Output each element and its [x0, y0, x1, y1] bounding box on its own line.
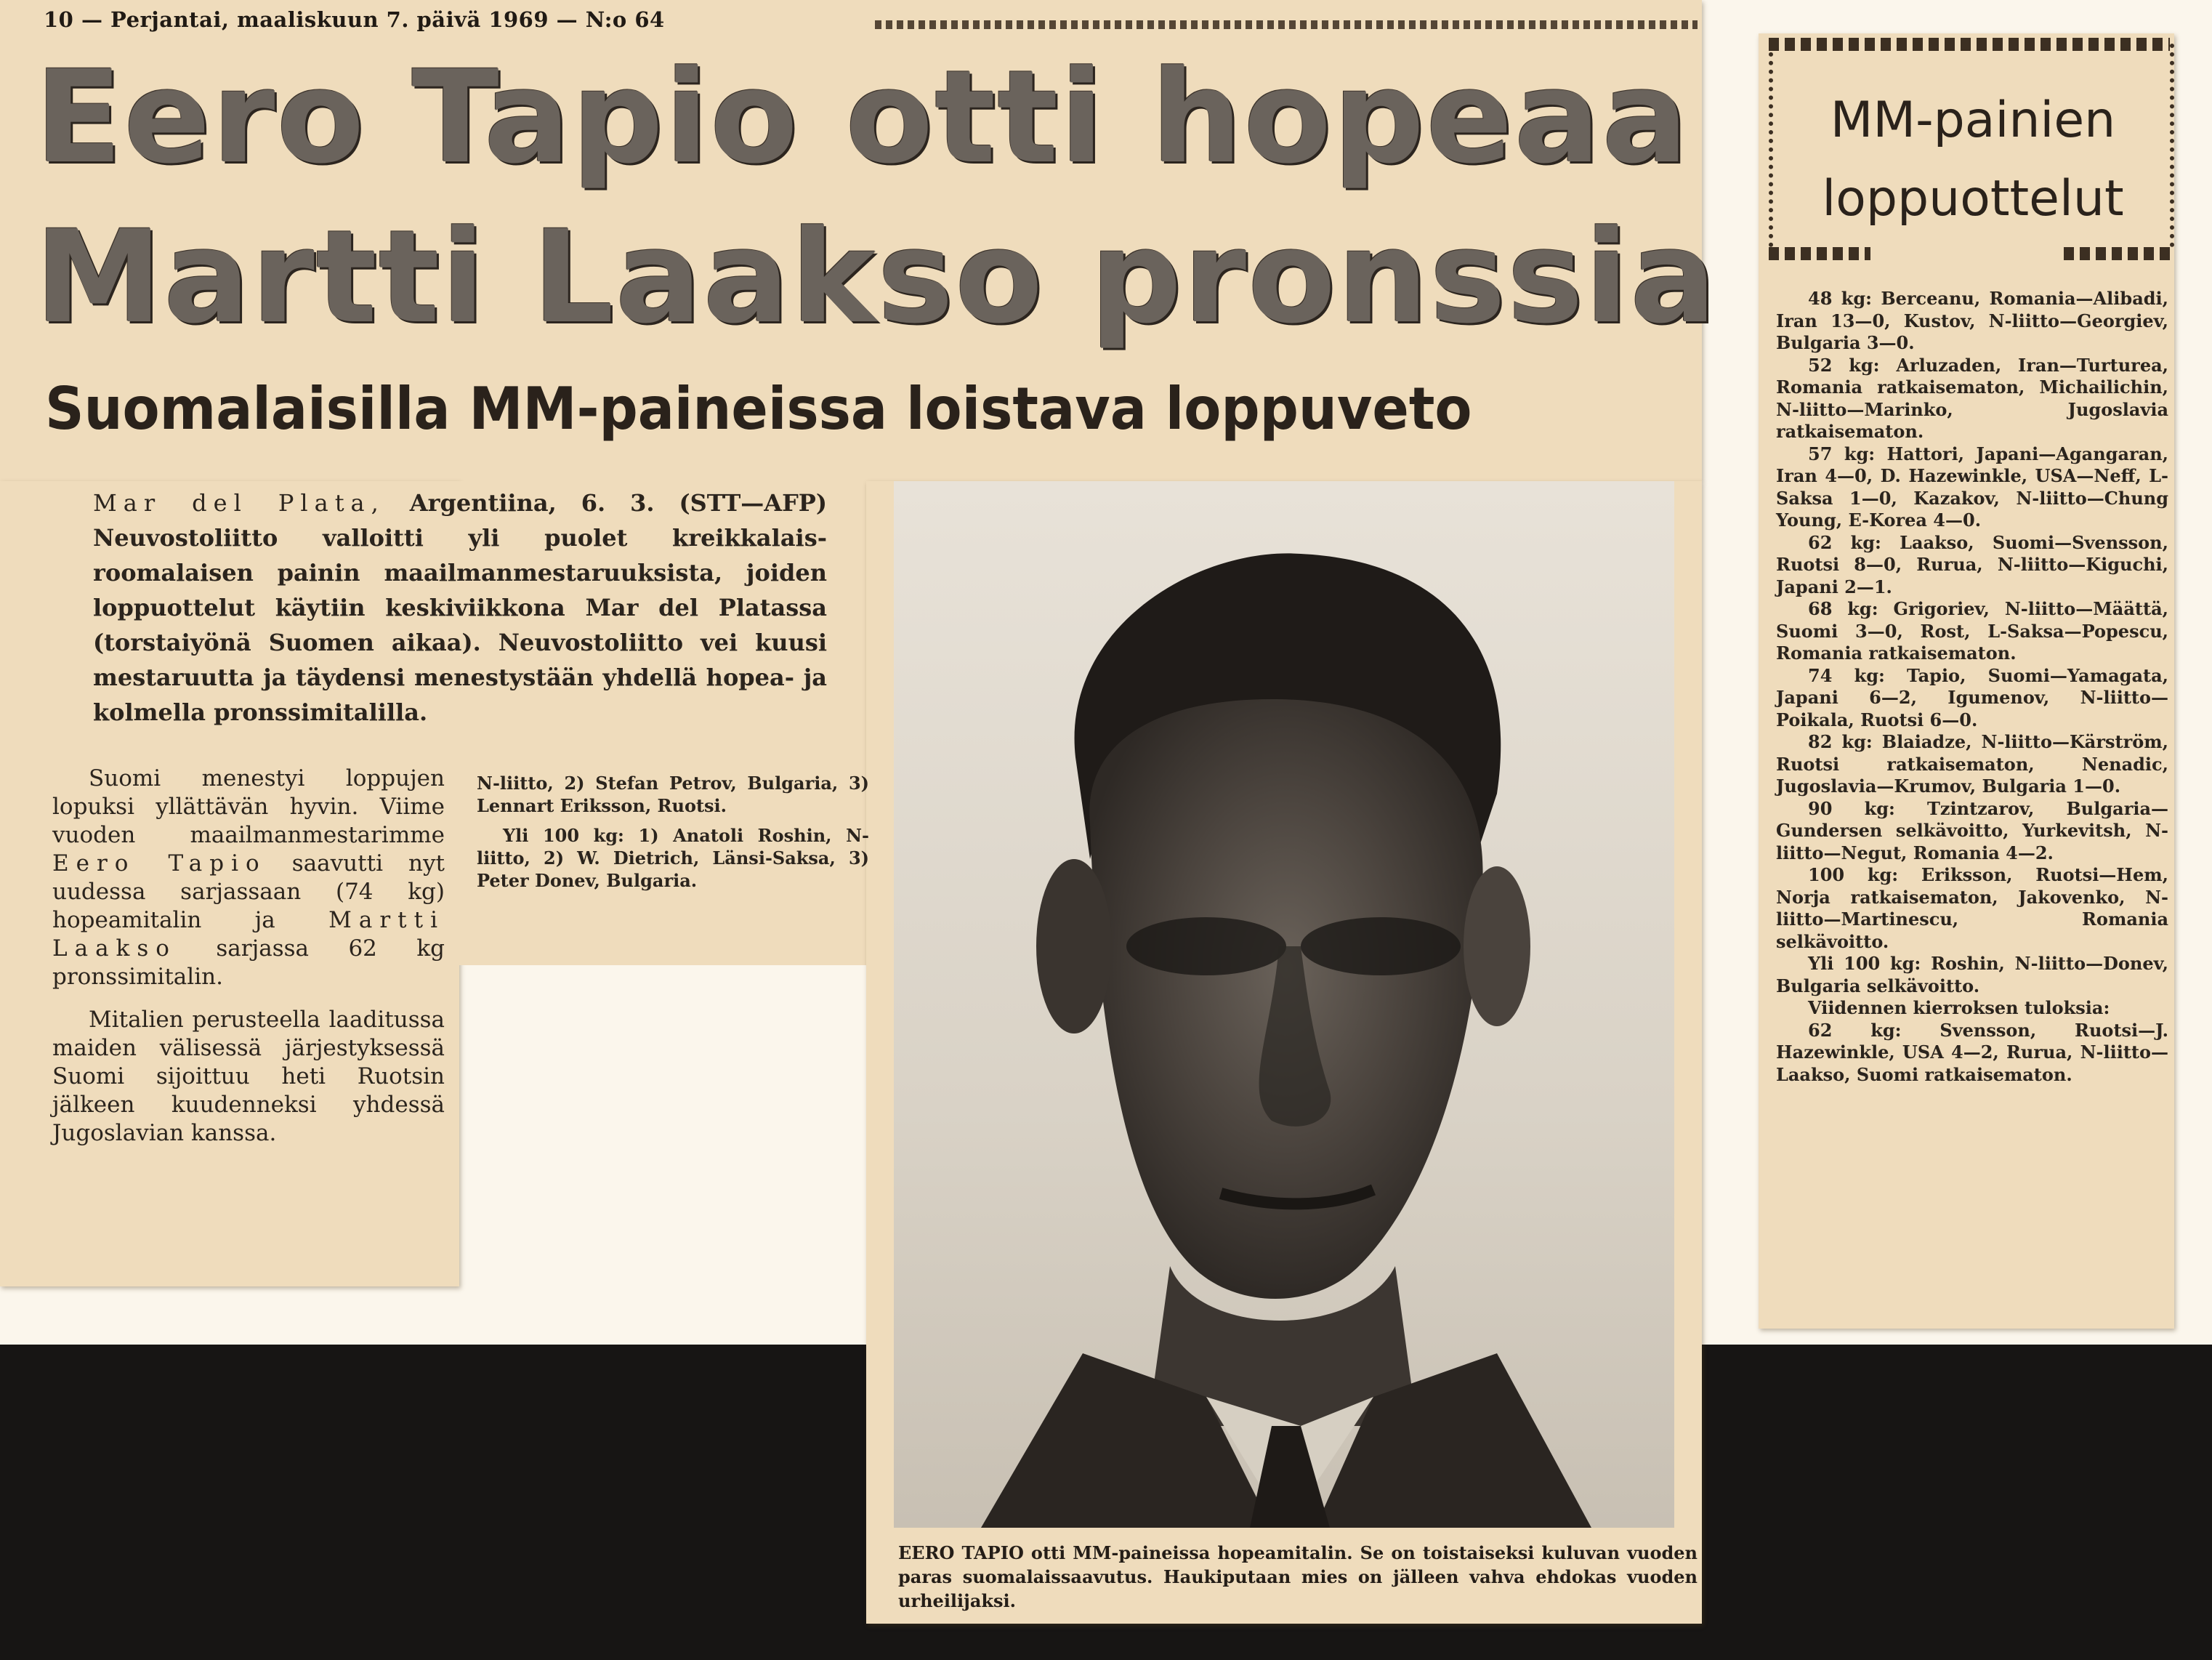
headline-line-1: Eero Tapio otti hopeaa	[35, 43, 1690, 192]
results-title-line-1: MM-painien	[1830, 92, 2116, 149]
result-entry: 74 kg: Tapio, Suomi—Yamagata, Japani 6—2, Igumenov, N-liitto—Poikala, Ruotsi 6—0.	[1776, 664, 2168, 730]
lead-place: Mar del Plata,	[93, 489, 385, 517]
subheadline: Suomalaisilla MM-paineissa loistava loppuveto	[45, 375, 1472, 443]
result-entry: 100 kg: Eriksson, Ruotsi—Hem, Norja ratkaisematon, Jakovenko, N-liitto—Martinescu, Romania selkävoitto.	[1776, 864, 2168, 952]
result-entry: 90 kg: Tzintzarov, Bulgaria—Gundersen selkävoitto, Yurkevitsh, N-liitto—Negut, Romania 4—2.	[1776, 797, 2168, 863]
portrait-illustration	[894, 481, 1674, 1528]
article-body	[52, 765, 445, 1162]
name-eero-tapio: Eero Tapio	[52, 850, 267, 877]
result-entry: 62 kg: Svensson, Ruotsi—J. Hazewinkle, USA 4—2, Rurua, N-liitto—Laakso, Suomi ratkaisematon.	[1776, 1019, 2168, 1085]
body-text: sarjassa 62 kg pronssimitalin.	[52, 935, 445, 990]
dateline: 10 — Perjantai, maaliskuun 7. päivä 1969 — N:o 64	[44, 7, 665, 32]
results-list	[1776, 288, 2168, 1086]
result-entry: 82 kg: Blaiadze, N-liitto—Kärström, Ruotsi ratkaisematon, Nenadic, Jugoslavia—Krumov, Bulgaria 1—0.	[1776, 731, 2168, 797]
name-martti-laakso: Martti Laakso	[52, 907, 445, 962]
body-paragraph-1	[52, 765, 445, 991]
body-text: saavutti nyt uudessa sarjassaan (74 kg) hopeamitalin ja	[52, 850, 445, 933]
article-results-snippet	[477, 772, 869, 899]
decorative-border-bottom-left	[1769, 247, 1870, 260]
result-subheading: Viidennen kierroksen tuloksia:	[1808, 997, 2110, 1018]
result-entry: 68 kg: Grigoriev, N-liitto—Määttä, Suomi 3—0, Rost, L-Saksa—Popescu, Romania ratkaisematon.	[1776, 598, 2168, 664]
mid-paragraph-1: N-liitto, 2) Stefan Petrov, Bulgaria, 3) Lennart Eriksson, Ruotsi.	[477, 773, 869, 816]
photo-caption: EERO TAPIO otti MM-paineissa hopeamitalin. Se on toistaiseksi kuluvan vuoden paras suomalaissaavutus. Haukiputaan mies on jälleen vahva ehdokas vuoden urheilijaksi.	[898, 1542, 1698, 1611]
body-text: Suomi menestyi loppujen lopuksi yllättävän hyvin. Viime vuoden maailmanmestarimme	[52, 765, 445, 848]
results-title	[1795, 81, 2151, 238]
result-entry: 48 kg: Berceanu, Romania—Alibadi, Iran 13—0, Kustov, N-liitto—Georgiev, Bulgaria 3—0.	[1776, 288, 2168, 353]
decorative-rule	[875, 20, 1698, 29]
body-paragraph-2: Mitalien perusteella laaditussa maiden välisessä järjestyksessä Suomi sijoittuu heti Ruotsin jälkeen kuudenneksi yhdessä Jugoslavian kanssa.	[52, 1007, 445, 1146]
headline-line-2: Martti Laakso pronssia	[35, 203, 1718, 352]
decorative-border-bottom-right	[2064, 247, 2170, 260]
result-entry: 52 kg: Arluzaden, Iran—Turturea, Romania ratkaisematon, Michailichin, N-liitto—Marinko, Jugoslavia ratkaisematon.	[1776, 354, 2168, 442]
result-entry: Yli 100 kg: Roshin, N-liitto—Donev, Bulgaria selkävoitto.	[1776, 953, 2168, 996]
result-entry: 57 kg: Hattori, Japani—Agangaran, Iran 4—0, D. Hazewinkle, USA—Neff, L-Saksa 1—0, Kazakov, N-liitto—Chung Young, E-Korea 4—0.	[1776, 443, 2168, 531]
mid-paragraph-2: Yli 100 kg: 1) Anatoli Roshin, N-liitto, 2) W. Dietrich, Länsi-Saksa, 3) Peter Donev, Bulgaria.	[477, 825, 869, 891]
lead-text: Argentiina, 6. 3. (STT—AFP) Neuvostoliitto valloitti yli puolet kreikkalais-roomalaisen painin maailmanmestaruuksista, joiden loppuottelut käytiin keskiviikkona Mar del Platassa (torstaiyönä Suomen aikaa). Neuvostoliitto vei kuusi mestaruutta ja täydensi menestystään yhdellä hopea- ja kolmella pronssimitalilla.	[93, 489, 828, 726]
portrait-photo	[894, 481, 1674, 1528]
lead-paragraph	[93, 485, 827, 730]
results-title-line-2: loppuottelut	[1822, 170, 2124, 227]
result-entry: 62 kg: Laakso, Suomi—Svensson, Ruotsi 8—0, Rurua, N-liitto—Kiguchi, Japani 2—1.	[1776, 531, 2168, 597]
